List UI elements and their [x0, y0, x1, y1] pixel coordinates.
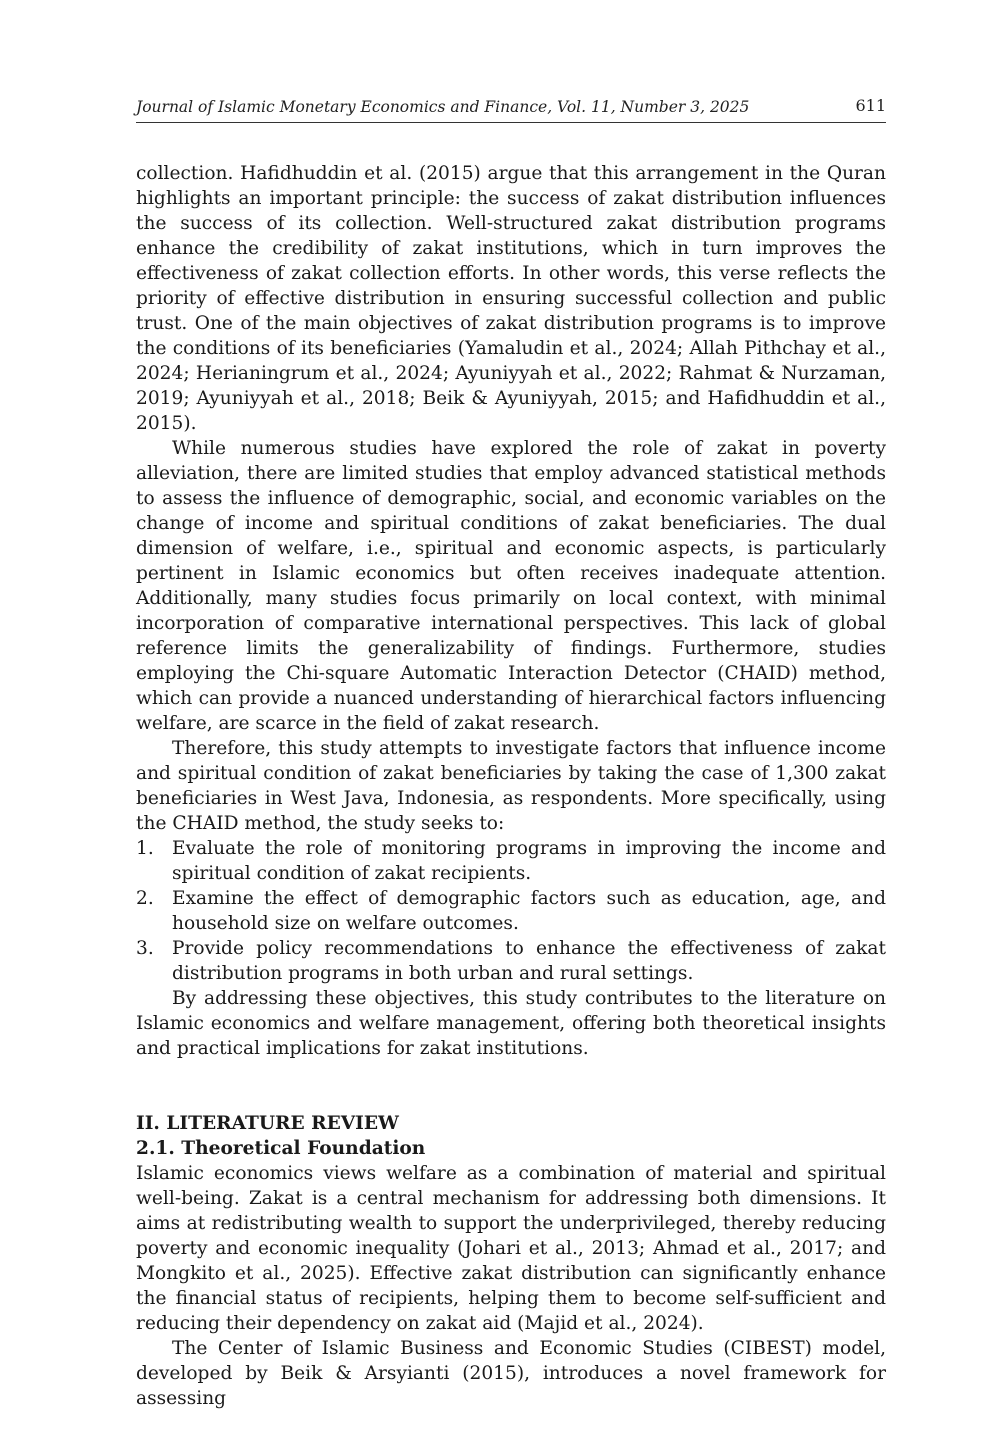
journal-title: Journal of Islamic Monetary Economics and Finance, Vol. 11, Number 3, 2025: [136, 98, 750, 116]
section-heading: II. LITERATURE REVIEW: [136, 1113, 399, 1134]
page-number: 611: [855, 96, 886, 115]
list-item-number: 1.: [136, 838, 154, 859]
list-item-number: 2.: [136, 888, 154, 909]
list-item-number: 3.: [136, 938, 154, 959]
running-header: [136, 92, 886, 123]
list-item-text: Provide policy recommendations to enhance the effectiveness of zakat distribution programs in both urban and rural settings.: [172, 938, 886, 984]
paragraph: The Center of Islamic Business and Economic Studies (CIBEST) model, developed by Beik & Arsyianti (2015), introduces a novel framework for assessing: [136, 1338, 886, 1409]
list-item: [136, 886, 886, 936]
paragraph: Islamic economics views welfare as a combination of material and spiritual well-being. Zakat is a central mechanism for addressing both dimensions. It aims at redistributing wealth to support the underprivileged, thereby reducing poverty and economic inequality (Johari et al., 2013; Ahmad et al., 2017; and Mongkito et al., 2025). Effective zakat distribution can significantly enhance the financial status of recipients, helping them to become self-sufficient and reducing their dependency on zakat aid (Majid et al., 2024).: [136, 1163, 886, 1334]
list-item-text: Evaluate the role of monitoring programs in improving the income and spiritual condition of zakat recipients.: [172, 838, 886, 884]
list-item: [136, 936, 886, 986]
list-item-text: Examine the effect of demographic factors such as education, age, and household size on welfare outcomes.: [172, 888, 886, 934]
paragraph: Therefore, this study attempts to investigate factors that influence income and spiritual condition of zakat beneficiaries by taking the case of 1,300 zakat beneficiaries in West Java, Indonesia, as respondents. More specifically, using the CHAID method, the study seeks to:: [136, 738, 886, 834]
objectives-list: [136, 836, 886, 986]
page: [136, 92, 886, 1411]
paragraph: While numerous studies have explored the role of zakat in poverty alleviation, there are limited studies that employ advanced statistical methods to assess the influence of demographic, social, and economic variables on the change of income and spiritual conditions of zakat beneficiaries. The dual dimension of welfare, i.e., spiritual and economic aspects, is particularly pertinent in Islamic economics but often receives inadequate attention. Additionally, many studies focus primarily on local context, with minimal incorporation of comparative international perspectives. This lack of global reference limits the generalizability of findings. Furthermore, studies employing the Chi-square Automatic Interaction Detector (CHAID) method, which can provide a nuanced understanding of hierarchical factors influencing welfare, are scarce in the field of zakat research.: [136, 438, 886, 734]
article-body: [136, 161, 886, 1411]
paragraph-continued: collection. Hafidhuddin et al. (2015) argue that this arrangement in the Quran highlights an important principle: the success of zakat distribution influences the success of its collection. Well-structured zakat distribution programs enhance the credibility of zakat institutions, which in turn improves the effectiveness of zakat collection efforts. In other words, this verse reflects the priority of effective distribution in ensuring successful collection and public trust. One of the main objectives of zakat distribution programs is to improve the conditions of its beneficiaries (Yamaludin et al., 2024; Allah Pithchay et al., 2024; Herianingrum et al., 2024; Ayuniyyah et al., 2022; Rahmat & Nurzaman, 2019; Ayuniyyah et al., 2018; Beik & Ayuniyyah, 2015; and Hafidhuddin et al., 2015).: [136, 163, 886, 434]
paragraph: By addressing these objectives, this study contributes to the literature on Islamic economics and welfare management, offering both theoretical insights and practical implications for zakat institutions.: [136, 988, 886, 1059]
list-item: [136, 836, 886, 886]
subsection-heading: 2.1. Theoretical Foundation: [136, 1138, 426, 1159]
